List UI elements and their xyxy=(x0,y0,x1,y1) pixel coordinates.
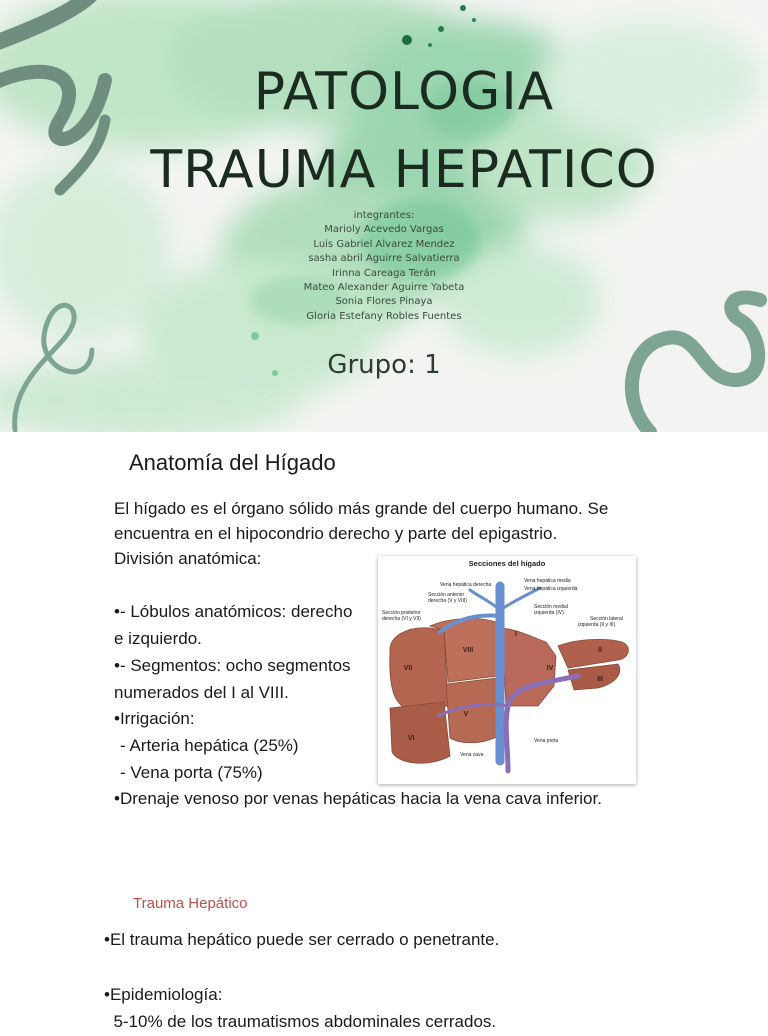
figure-label: Sección posterior xyxy=(382,610,421,616)
trauma-slide xyxy=(0,864,768,1031)
member-name: Sonia Flores Pinaya xyxy=(335,296,433,308)
figure-title: Secciones del hígado xyxy=(468,559,546,568)
epidemiology-heading: •Epidemiología: xyxy=(104,984,223,1004)
segment-label: III xyxy=(597,676,603,683)
division-heading: División anatómica: xyxy=(114,549,262,568)
figure-label: Vena cava xyxy=(460,752,484,758)
title-line-1: PATOLOGIA xyxy=(253,62,555,122)
member-name: Irinna Careaga Terán xyxy=(332,267,436,279)
segment-label: V xyxy=(463,711,469,718)
figure-label: Sección medial xyxy=(534,604,568,610)
anatomy-slide xyxy=(0,432,768,864)
segment-label: VIII xyxy=(462,647,474,654)
segment-label: IV xyxy=(546,665,554,672)
member-name: Luis Gabriel Alvarez Mendez xyxy=(313,238,455,250)
lobes-item: •- Lóbulos anatómicos: derecho e izquierdo. xyxy=(114,602,353,649)
figure-label: derecha (V y VIII) xyxy=(428,598,467,604)
figure-label: izquierda (II y III) xyxy=(578,622,616,628)
figure-label: Sección anterior xyxy=(428,592,465,598)
epidemiology-item: 5-10% de los traumatismos abdominales cerrados. xyxy=(104,1012,497,1031)
segment-label: VI xyxy=(407,735,415,742)
figure-label: derecha (VI y VII) xyxy=(382,616,421,622)
figure-label: Sección lateral xyxy=(590,616,623,622)
figure-label: Vena hepática derecha xyxy=(440,582,492,588)
figure-label: Vena porta xyxy=(534,738,559,744)
drainage-item: •Drenaje venoso por venas hepáticas hacia la vena cava inferior. xyxy=(114,789,602,809)
figure-label: Vena hepática media xyxy=(524,578,571,584)
members-label: integrantes: xyxy=(353,210,415,221)
portal-item: - Vena porta (75%) xyxy=(120,762,263,782)
slide-title: Trauma Hepático xyxy=(133,895,248,912)
member-name: Marioly Acevedo Vargas xyxy=(324,224,444,236)
spacer xyxy=(104,954,704,981)
figure-label: izquierda (IV) xyxy=(534,610,564,616)
segment-label: II xyxy=(598,647,602,654)
members-block xyxy=(234,209,534,324)
segments-item: •- Segmentos: ocho segmentos numerados del I al VIII. xyxy=(114,655,351,702)
title-slide xyxy=(0,0,768,432)
member-name: sasha abril Aguirre Salvatierra xyxy=(308,253,460,265)
figure-label: Vena hepática izquierda xyxy=(524,586,578,592)
segment-label: VII xyxy=(403,665,413,672)
trauma-body xyxy=(104,926,704,1036)
intro-paragraph: El hígado es el órgano sólido más grande del cuerpo humano. Se encuentra en el hipocondrio derecho y parte del epigastrio. xyxy=(114,499,609,543)
member-name: Mateo Alexander Aguirre Yabeta xyxy=(303,282,465,294)
artery-item: - Arteria hepática (25%) xyxy=(120,735,299,755)
slide-title: Anatomía del Hígado xyxy=(129,450,336,475)
member-name: Gloria Estefany Robles Fuentes xyxy=(306,310,462,322)
segment-label: I xyxy=(515,631,517,638)
liver-sections-figure xyxy=(378,556,636,784)
trauma-type-item: •El trauma hepático puede ser cerrado o penetrante. xyxy=(104,930,500,949)
title-line-2: TRAUMA HEPATICO xyxy=(150,140,658,200)
irrigation-item: •Irrigación: xyxy=(114,709,195,729)
group-label: Grupo: 1 xyxy=(327,350,441,380)
